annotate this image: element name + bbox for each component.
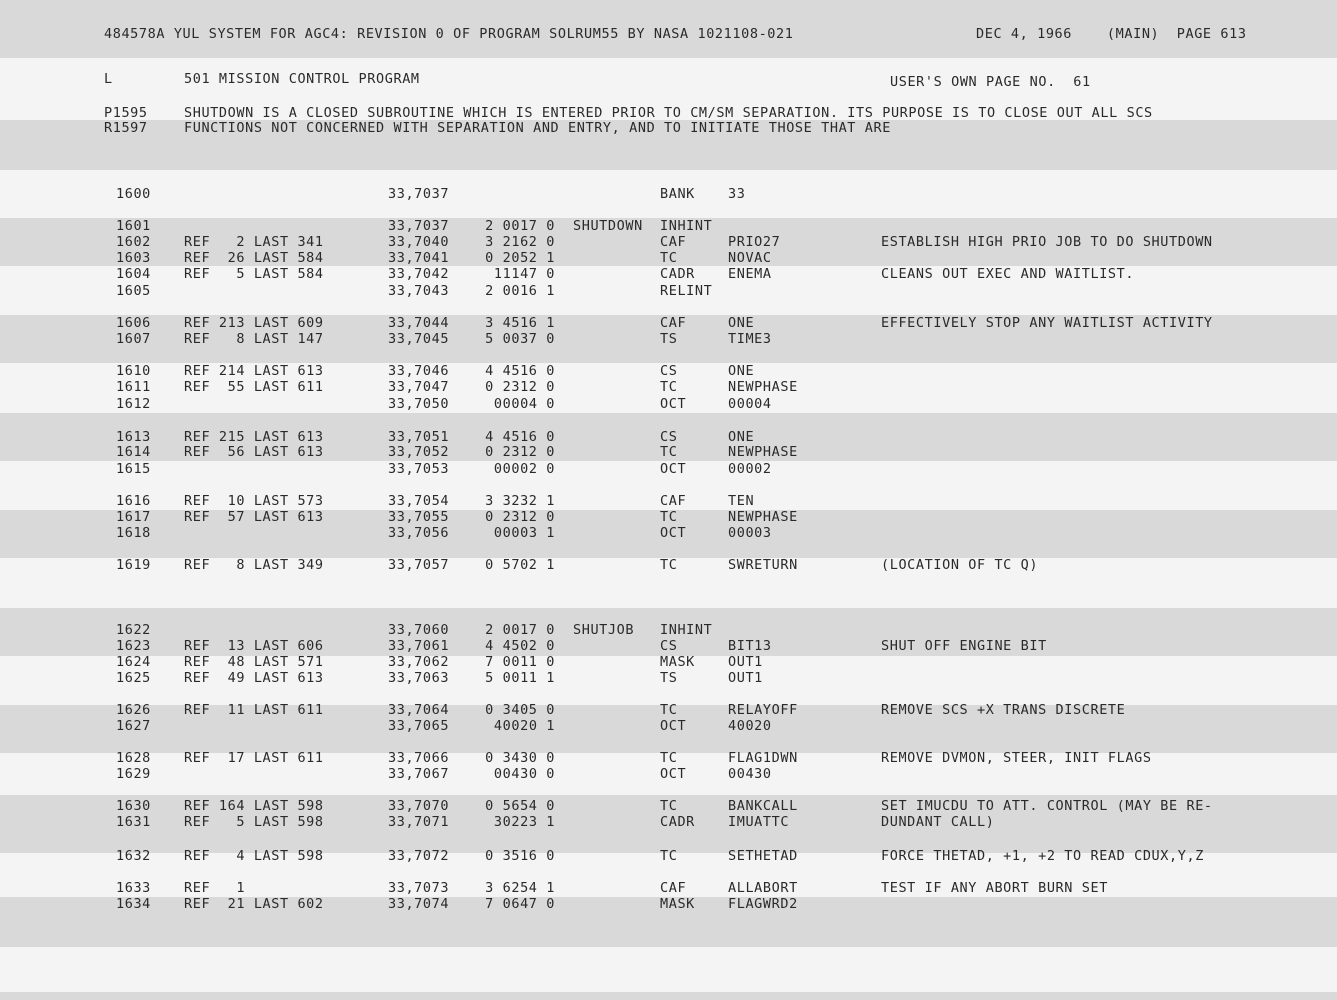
address: 33,7054 [388, 493, 450, 509]
address: 33,7053 [388, 461, 450, 477]
ref-field: REF 26 LAST 584 [184, 250, 324, 266]
octal-code: 00004 0 [493, 396, 555, 412]
address: 33,7061 [388, 638, 450, 654]
ref-field: REF 10 LAST 573 [184, 493, 324, 509]
ref-field: REF 13 LAST 606 [184, 638, 324, 654]
ref-field: REF 48 LAST 571 [184, 654, 324, 670]
address: 33,7051 [388, 429, 450, 445]
ref-field: REF 213 LAST 609 [184, 315, 324, 331]
ref-field: REF 5 LAST 598 [184, 814, 324, 830]
opcode: BANK [660, 186, 695, 202]
line-number: 1610 [116, 363, 151, 379]
address: 33,7066 [388, 750, 450, 766]
shade-band [0, 992, 1337, 1000]
octal-code: 40020 1 [493, 718, 555, 734]
operand: ONE [728, 315, 755, 331]
line-number: 1625 [116, 670, 151, 686]
line-number: 1614 [116, 444, 151, 460]
octal-code: 0 2052 1 [485, 250, 555, 266]
opcode: TC [660, 379, 678, 395]
operand: 00002 [728, 461, 772, 477]
comment: REMOVE SCS +X TRANS DISCRETE [881, 702, 1126, 718]
opcode: CAF [660, 315, 687, 331]
operand: TEN [728, 493, 755, 509]
line-number: 1626 [116, 702, 151, 718]
opcode: INHINT [660, 218, 713, 234]
operand: FLAG1DWN [728, 750, 798, 766]
line-number: 1632 [116, 848, 151, 864]
opcode: RELINT [660, 283, 713, 299]
opcode: TS [660, 670, 678, 686]
subheader-marker: L [104, 71, 113, 87]
opcode: TC [660, 444, 678, 460]
octal-code: 3 4516 1 [485, 315, 555, 331]
address: 33,7063 [388, 670, 450, 686]
address: 33,7056 [388, 525, 450, 541]
user-page-number: USER'S OWN PAGE NO. 61 [890, 74, 1091, 90]
ref-field: REF 214 LAST 613 [184, 363, 324, 379]
octal-code: 7 0011 0 [485, 654, 555, 670]
operand: BANKCALL [728, 798, 798, 814]
preamble-id: P1595 [104, 105, 148, 121]
line-number: 1634 [116, 896, 151, 912]
octal-code: 0 5654 0 [485, 798, 555, 814]
opcode: TC [660, 798, 678, 814]
octal-code: 0 3516 0 [485, 848, 555, 864]
line-number: 1605 [116, 283, 151, 299]
opcode: OCT [660, 461, 687, 477]
ref-field: REF 164 LAST 598 [184, 798, 324, 814]
operand: 33 [728, 186, 746, 202]
operand: NOVAC [728, 250, 772, 266]
opcode: MASK [660, 654, 695, 670]
operand: 00003 [728, 525, 772, 541]
octal-code: 2 0016 1 [485, 283, 555, 299]
ref-field: REF 8 LAST 147 [184, 331, 324, 347]
operand: NEWPHASE [728, 509, 798, 525]
address: 33,7047 [388, 379, 450, 395]
operand: NEWPHASE [728, 379, 798, 395]
address: 33,7040 [388, 234, 450, 250]
line-number: 1622 [116, 622, 151, 638]
symbol-label: SHUTDOWN [573, 218, 643, 234]
ref-field: REF 4 LAST 598 [184, 848, 324, 864]
line-number: 1619 [116, 557, 151, 573]
operand: OUT1 [728, 670, 763, 686]
operand: ONE [728, 429, 755, 445]
operand: TIME3 [728, 331, 772, 347]
octal-code: 3 2162 0 [485, 234, 555, 250]
line-number: 1629 [116, 766, 151, 782]
octal-code: 00002 0 [493, 461, 555, 477]
ref-field: REF 17 LAST 611 [184, 750, 324, 766]
line-number: 1627 [116, 718, 151, 734]
address: 33,7067 [388, 766, 450, 782]
octal-code: 3 3232 1 [485, 493, 555, 509]
octal-code: 0 3405 0 [485, 702, 555, 718]
opcode: TC [660, 509, 678, 525]
address: 33,7065 [388, 718, 450, 734]
operand: ALLABORT [728, 880, 798, 896]
line-number: 1624 [116, 654, 151, 670]
octal-code: 5 0037 0 [485, 331, 555, 347]
opcode: TC [660, 250, 678, 266]
ref-field: REF 56 LAST 613 [184, 444, 324, 460]
octal-code: 4 4516 0 [485, 429, 555, 445]
line-number: 1607 [116, 331, 151, 347]
opcode: TS [660, 331, 678, 347]
ref-field: REF 57 LAST 613 [184, 509, 324, 525]
line-number: 1628 [116, 750, 151, 766]
operand: RELAYOFF [728, 702, 798, 718]
line-number: 1617 [116, 509, 151, 525]
octal-code: 0 2312 0 [485, 379, 555, 395]
line-number: 1601 [116, 218, 151, 234]
ref-field: REF 21 LAST 602 [184, 896, 324, 912]
opcode: CS [660, 429, 678, 445]
line-number: 1603 [116, 250, 151, 266]
operand: 40020 [728, 718, 772, 734]
address: 33,7046 [388, 363, 450, 379]
symbol-label: SHUTJOB [573, 622, 635, 638]
octal-code: 2 0017 0 [485, 622, 555, 638]
address: 33,7042 [388, 266, 450, 282]
operand: OUT1 [728, 654, 763, 670]
comment: CLEANS OUT EXEC AND WAITLIST. [881, 266, 1135, 282]
comment: DUNDANT CALL) [881, 814, 995, 830]
opcode: TC [660, 702, 678, 718]
line-number: 1630 [116, 798, 151, 814]
opcode: TC [660, 848, 678, 864]
address: 33,7045 [388, 331, 450, 347]
opcode: OCT [660, 396, 687, 412]
line-number: 1602 [116, 234, 151, 250]
comment: EFFECTIVELY STOP ANY WAITLIST ACTIVITY [881, 315, 1213, 331]
comment: SET IMUCDU TO ATT. CONTROL (MAY BE RE- [881, 798, 1213, 814]
comment: ESTABLISH HIGH PRIO JOB TO DO SHUTDOWN [881, 234, 1213, 250]
comment: FORCE THETAD, +1, +2 TO READ CDUX,Y,Z [881, 848, 1204, 864]
address: 33,7037 [388, 186, 450, 202]
operand: 00430 [728, 766, 772, 782]
octal-code: 3 6254 1 [485, 880, 555, 896]
comment: SHUT OFF ENGINE BIT [881, 638, 1047, 654]
octal-code: 0 3430 0 [485, 750, 555, 766]
ref-field: REF 2 LAST 341 [184, 234, 324, 250]
address: 33,7043 [388, 283, 450, 299]
address: 33,7071 [388, 814, 450, 830]
address: 33,7041 [388, 250, 450, 266]
octal-code: 0 5702 1 [485, 557, 555, 573]
octal-code: 00003 1 [493, 525, 555, 541]
ref-field: REF 5 LAST 584 [184, 266, 324, 282]
line-number: 1600 [116, 186, 151, 202]
header-date-page: DEC 4, 1966 (MAIN) PAGE 613 [976, 26, 1247, 42]
operand: 00004 [728, 396, 772, 412]
address: 33,7052 [388, 444, 450, 460]
opcode: OCT [660, 525, 687, 541]
octal-code: 0 2312 0 [485, 444, 555, 460]
octal-code: 30223 1 [493, 814, 555, 830]
ref-field: REF 8 LAST 349 [184, 557, 324, 573]
line-number: 1616 [116, 493, 151, 509]
operand: ONE [728, 363, 755, 379]
operand: IMUATTC [728, 814, 790, 830]
operand: NEWPHASE [728, 444, 798, 460]
octal-code: 4 4502 0 [485, 638, 555, 654]
opcode: MASK [660, 896, 695, 912]
octal-code: 0 2312 0 [485, 509, 555, 525]
header-title: 484578A YUL SYSTEM FOR AGC4: REVISION 0 OF PROGRAM SOLRUM55 BY NASA 1021108-021 [104, 26, 794, 42]
line-number: 1633 [116, 880, 151, 896]
line-number: 1615 [116, 461, 151, 477]
preamble-text: FUNCTIONS NOT CONCERNED WITH SEPARATION AND ENTRY, AND TO INITIATE THOSE THAT ARE [184, 120, 891, 136]
comment: REMOVE DVMON, STEER, INIT FLAGS [881, 750, 1152, 766]
line-number: 1618 [116, 525, 151, 541]
address: 33,7072 [388, 848, 450, 864]
opcode: INHINT [660, 622, 713, 638]
address: 33,7070 [388, 798, 450, 814]
opcode: CS [660, 363, 678, 379]
ref-field: REF 11 LAST 611 [184, 702, 324, 718]
subheader-title: 501 MISSION CONTROL PROGRAM [184, 71, 420, 87]
address: 33,7064 [388, 702, 450, 718]
operand: SWRETURN [728, 557, 798, 573]
operand: SETHETAD [728, 848, 798, 864]
opcode: CS [660, 638, 678, 654]
ref-field: REF 1 [184, 880, 246, 896]
octal-code: 7 0647 0 [485, 896, 555, 912]
preamble-id: R1597 [104, 120, 148, 136]
operand: ENEMA [728, 266, 772, 282]
line-number: 1606 [116, 315, 151, 331]
address: 33,7060 [388, 622, 450, 638]
operand: BIT13 [728, 638, 772, 654]
address: 33,7037 [388, 218, 450, 234]
line-number: 1631 [116, 814, 151, 830]
line-number: 1613 [116, 429, 151, 445]
comment: (LOCATION OF TC Q) [881, 557, 1039, 573]
opcode: CADR [660, 266, 695, 282]
address: 33,7074 [388, 896, 450, 912]
opcode: TC [660, 750, 678, 766]
address: 33,7057 [388, 557, 450, 573]
octal-code: 4 4516 0 [485, 363, 555, 379]
preamble-text: SHUTDOWN IS A CLOSED SUBROUTINE WHICH IS ENTERED PRIOR TO CM/SM SEPARATION. ITS PURPOSE IS TO CLOSE OUT ALL SCS [184, 105, 1153, 121]
opcode: OCT [660, 766, 687, 782]
address: 33,7073 [388, 880, 450, 896]
line-number: 1604 [116, 266, 151, 282]
address: 33,7062 [388, 654, 450, 670]
ref-field: REF 49 LAST 613 [184, 670, 324, 686]
opcode: OCT [660, 718, 687, 734]
octal-code: 2 0017 0 [485, 218, 555, 234]
octal-code: 5 0011 1 [485, 670, 555, 686]
address: 33,7055 [388, 509, 450, 525]
address: 33,7050 [388, 396, 450, 412]
opcode: CADR [660, 814, 695, 830]
ref-field: REF 55 LAST 611 [184, 379, 324, 395]
comment: TEST IF ANY ABORT BURN SET [881, 880, 1108, 896]
line-number: 1612 [116, 396, 151, 412]
opcode: CAF [660, 234, 687, 250]
address: 33,7044 [388, 315, 450, 331]
operand: FLAGWRD2 [728, 896, 798, 912]
ref-field: REF 215 LAST 613 [184, 429, 324, 445]
opcode: CAF [660, 880, 687, 896]
octal-code: 00430 0 [493, 766, 555, 782]
opcode: TC [660, 557, 678, 573]
line-number: 1611 [116, 379, 151, 395]
operand: PRIO27 [728, 234, 781, 250]
opcode: CAF [660, 493, 687, 509]
octal-code: 11147 0 [493, 266, 555, 282]
line-number: 1623 [116, 638, 151, 654]
